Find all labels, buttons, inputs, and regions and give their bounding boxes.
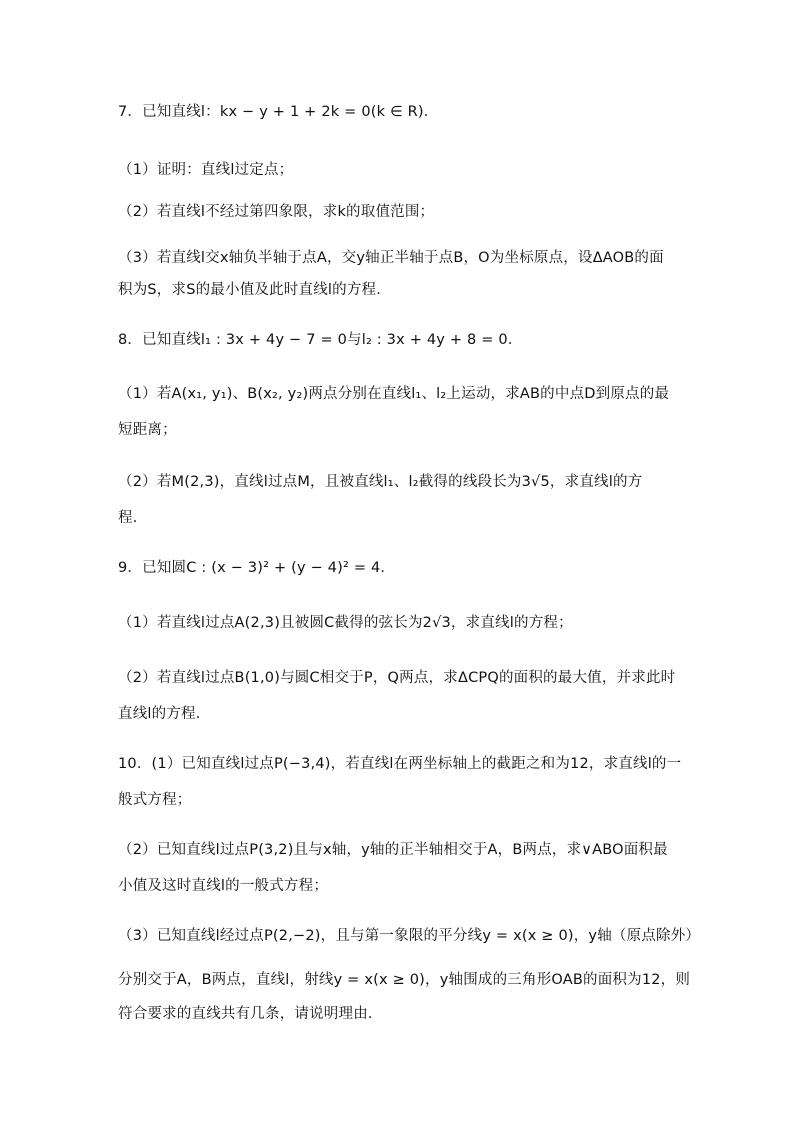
problem-10-part-1-line-2: 般式方程； bbox=[118, 792, 192, 808]
problem-8-part-1-line-2: 短距离； bbox=[118, 422, 177, 438]
problem-7-part-2: （2）若直线l不经过第四象限，求k的取值范围； bbox=[118, 204, 435, 220]
problem-8-part-2-line-1: （2）若M(2,3)，直线l过点M，且被直线l₁、l₂截得的线段长为3√5，求直线l的方 bbox=[118, 474, 643, 490]
problem-10-part-1-line-1: 10．(1）已知直线l过点P(−3,4)，若直线l在两坐标轴上的截距之和为12，求直线l的一 bbox=[118, 756, 682, 772]
problem-8-title: 8．已知直线l₁ : 3x + 4y − 7 = 0与l₂ : 3x + 4y + 8 = 0． bbox=[118, 332, 523, 348]
problem-10-part-3-line-1: （3）已知直线l经过点P(2,−2)，且与第一象限的平分线y = x(x ≥ 0)，y轴（原点除外） bbox=[118, 928, 701, 944]
problem-8-part-1-line-1: （1）若A(x₁, y₁)、B(x₂, y₂)两点分别在直线l₁、l₂上运动，求AB的中点D到原点的最 bbox=[118, 386, 670, 402]
problem-10-part-3-line-2: 分别交于A，B两点，直线l，射线y = x(x ≥ 0)，y轴围成的三角形OAB的面积为12，则 bbox=[118, 972, 691, 988]
problem-9-part-2-line-2: 直线l的方程． bbox=[118, 706, 211, 722]
problem-9-title: 9．已知圆C : (x − 3)² + (y − 4)² = 4． bbox=[118, 560, 396, 576]
problem-10-part-2-line-2: 小值及这时直线l的一般式方程； bbox=[118, 878, 329, 894]
problem-10-part-3-line-3: 符合要求的直线共有几条，请说明理由． bbox=[118, 1006, 383, 1022]
problem-9-part-2-line-1: （2）若直线l过点B(1,0)与圆C相交于P，Q两点，求ΔCPQ的面积的最大值，并求此时 bbox=[118, 670, 676, 686]
problem-7-part-3-line-2: 积为S，求S的最小值及此时直线l的方程． bbox=[118, 282, 391, 298]
problem-9-part-1: （1）若直线l过点A(2,3)且被圆C截得的弦长为2√3，求直线l的方程； bbox=[118, 615, 573, 631]
problem-7-title: 7．已知直线l：kx − y + 1 + 2k = 0(k ∈ R)． bbox=[118, 104, 439, 120]
problem-7-part-3-line-1: （3）若直线l交x轴负半轴于点A，交y轴正半轴于点B，O为坐标原点，设ΔAOB的面 bbox=[118, 250, 664, 266]
problem-10-part-2-line-1: （2）已知直线l过点P(3,2)且与x轴，y轴的正半轴相交于A，B两点，求∨ABO面积最 bbox=[118, 842, 668, 858]
problem-7-part-1: （1）证明：直线l过定点； bbox=[118, 162, 294, 178]
problem-8-part-2-line-2: 程． bbox=[118, 510, 148, 526]
